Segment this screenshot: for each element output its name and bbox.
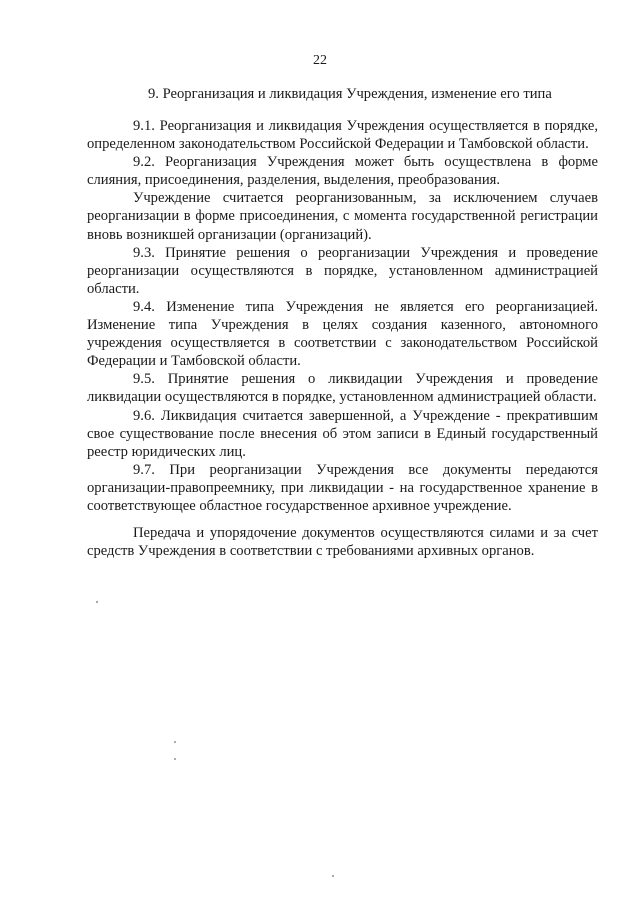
section-body: [87, 117, 598, 560]
paragraph-9-5: 9.5. Принятие решения о ликвидации Учреждения и проведение ликвидации осуществляются в порядке, установленном администрацией области.: [87, 371, 598, 406]
paragraph-9-2: 9.2. Реорганизация Учреждения может быть осуществлена в форме слияния, присоединения, разделения, выделения, преобразования.: [87, 154, 598, 189]
section-heading: 9. Реорганизация и ликвидация Учреждения, изменение его типа: [148, 86, 552, 102]
paragraph-9-7: 9.7. При реорганизации Учреждения все документы передаются организации-правопреемнику, при ликвидации - на государственное хранение в соответствующее областное государственное архивное учреждение.: [87, 461, 598, 514]
paragraph-9-4: 9.4. Изменение типа Учреждения не является его реорганизацией. Изменение типа Учреждения в целях создания казенного, автономного учреждения осуществляется в соответствии с законодательством Российской Федерации и Тамбовской области.: [87, 298, 598, 370]
scan-speck: [96, 601, 98, 603]
page-number: 22: [313, 53, 327, 68]
scan-speck: [332, 875, 334, 877]
paragraph-9-6: 9.6. Ликвидация считается завершенной, а Учреждение - прекратившим свое существование после внесения об этом записи в Единый государственный реестр юридических лиц.: [87, 407, 598, 460]
scan-speck: [174, 758, 176, 760]
scan-speck: [174, 741, 176, 743]
paragraph-9-3: 9.3. Принятие решения о реорганизации Учреждения и проведение реорганизации осуществляются в порядке, установленном администрацией области.: [87, 244, 598, 297]
paragraph-archive-transfer: Передача и упорядочение документов осуществляются силами и за счет средств Учреждения в соответствии с требованиями архивных органов.: [87, 525, 598, 560]
paragraph-9-2-note: Учреждение считается реорганизованным, за исключением случаев реорганизации в форме присоединения, с момента государственной регистрации вновь возникшей организации (организаций).: [87, 190, 598, 243]
paragraph-9-1: 9.1. Реорганизация и ликвидация Учреждения осуществляется в порядке, определенном законодательством Российской Федерации и Тамбовской области.: [87, 118, 598, 153]
